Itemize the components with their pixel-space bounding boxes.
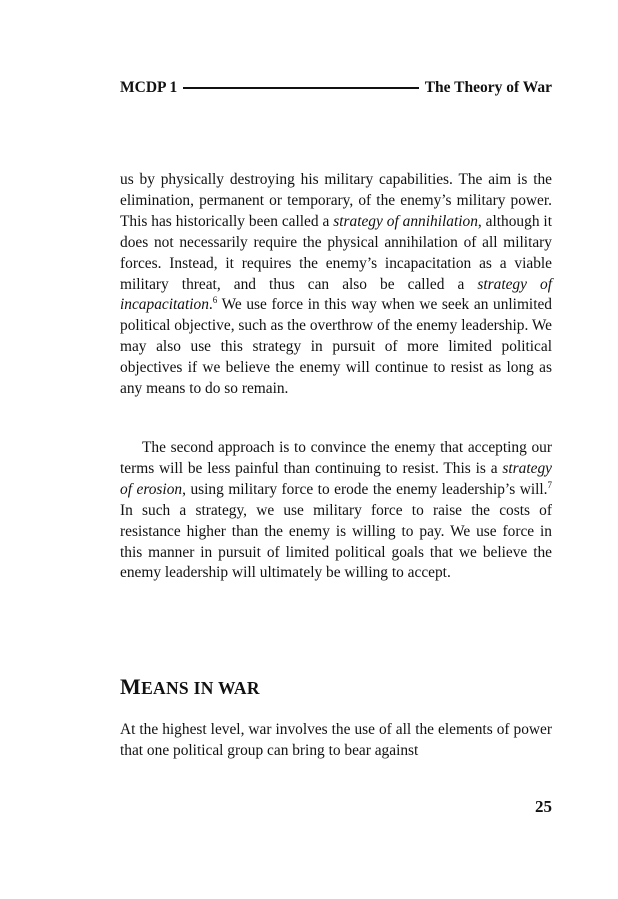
running-header	[120, 78, 552, 98]
emphasis-annihilation: strategy of annihilation	[333, 212, 478, 230]
header-left: MCDP 1	[120, 79, 178, 96]
section-heading	[120, 674, 260, 700]
emphasis-erosion: strategy of erosion	[120, 459, 552, 498]
header-rule	[183, 87, 418, 89]
paragraph-3-text: At the highest level, war involves the use of all the elements of power that one political group can bring to bear against	[120, 721, 552, 759]
text-run: , although it does not necessarily require the physical annihilation of all military forces. Instead, it requires the enemy’s incapacitation as a viable military threat, and thus can also be called a	[120, 212, 552, 293]
page-number: 25	[535, 797, 552, 816]
header-right: The Theory of War	[424, 79, 552, 96]
text-run: The second approach is to convince the enemy that accepting our terms will be less painful than continuing to resist. This is a	[120, 439, 552, 477]
text-run: us by physically destroying his military capabilities. The aim is the elimination, permanent or temporary, of the enemy’s military power. This has historically been called a	[120, 171, 552, 230]
text-run: .	[208, 296, 213, 314]
footnote-ref-7: 7	[547, 479, 552, 490]
heading-initial: M	[120, 674, 142, 699]
paragraph-2	[120, 438, 552, 584]
paragraph-3	[120, 720, 552, 762]
text-run: We use force in this way when we seek an unlimited political objective, such as the overthrow of the enemy leadership. We may also use this strategy in pursuit of more limited political objectives if we believe the enemy will continue to resist as long as any means to do so remain.	[120, 296, 552, 398]
heading-rest: EANS IN WAR	[141, 678, 260, 698]
text-run: In such a strategy, we use military force to raise the costs of resistance higher than the enemy is willing to pay. We use force in this manner in pursuit of limited political goals that we believe the enemy leadership will ultimately be willing to accept.	[120, 501, 552, 582]
paragraph-1	[120, 170, 552, 400]
footnote-ref-6: 6	[212, 295, 218, 306]
text-run: , using military force to erode the enemy leadership’s will.	[182, 480, 548, 498]
emphasis-incapacitation: strategy of incapacitation	[120, 275, 552, 314]
